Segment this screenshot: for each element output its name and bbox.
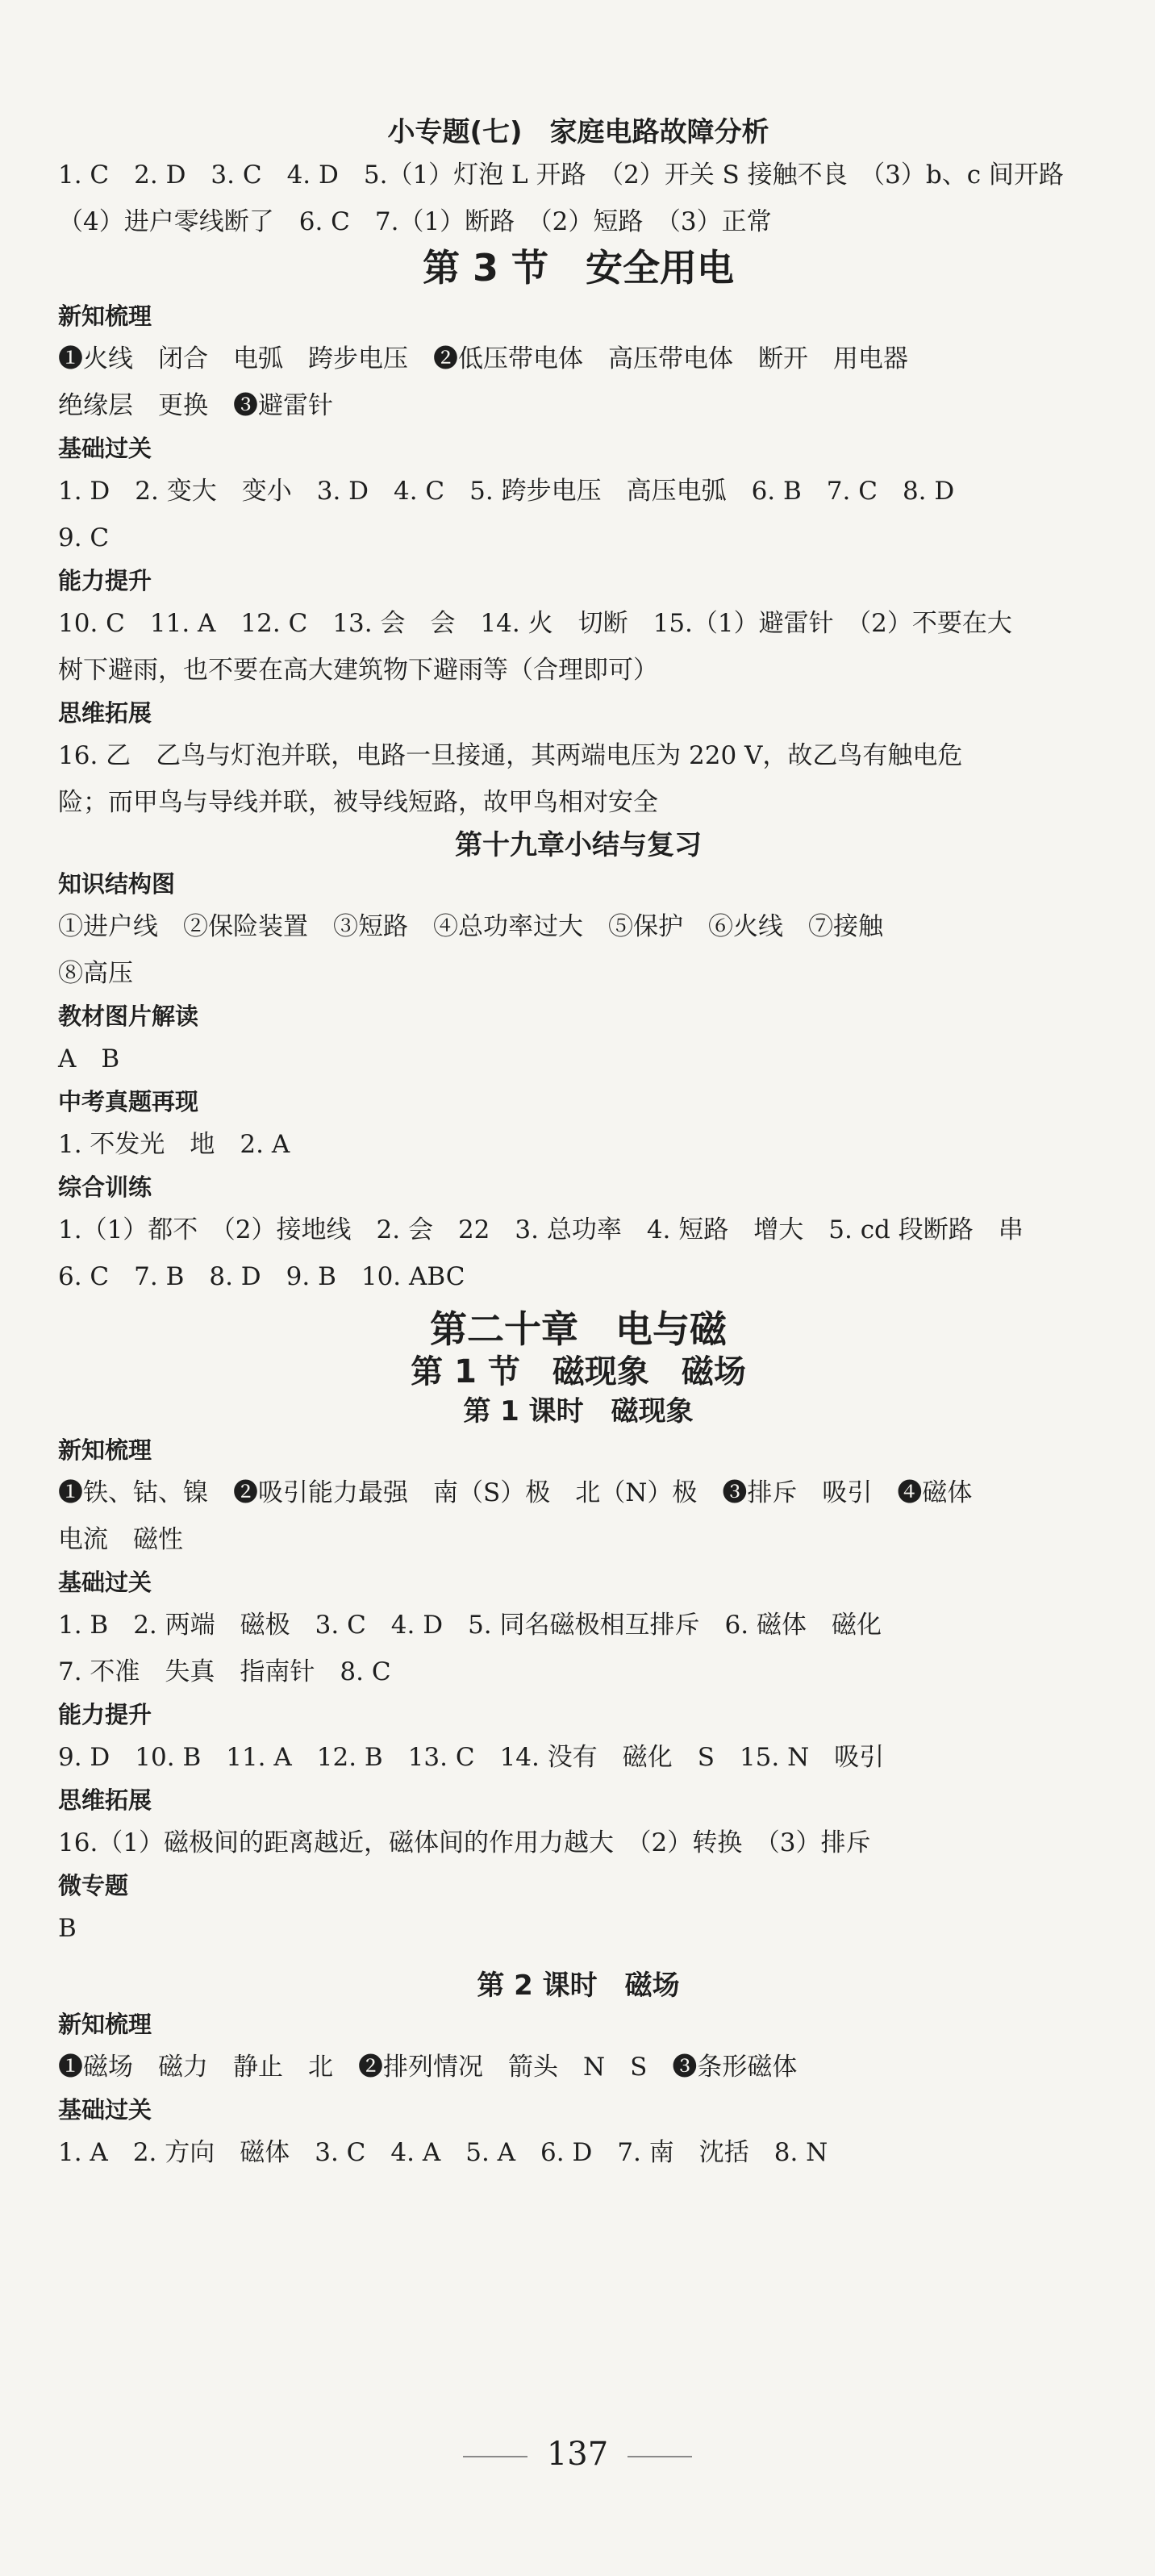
block-heading: 微专题 [58,1872,129,1899]
answer-line: （4）进户零线断了 6. C 7.（1）断路 （2）短路 （3）正常 [58,207,772,236]
answer-line: 1. 不发光 地 2. A [58,1130,290,1159]
block-heading: 教材图片解读 [58,1002,199,1030]
page-number-rule-right [628,2456,692,2457]
answer-line: 9. C [58,523,110,552]
block-heading: 新知梳理 [58,302,152,330]
answer-line: ❶火线 闭合 电弧 跨步电压 ❷低压带电体 高压带电体 断开 用电器 [58,344,908,373]
answer-line: 16.（1）磁极间的距离越近，磁体间的作用力越大 （2）转换 （3）排斥 [58,1828,871,1857]
safety-section [58,245,1099,826]
block-heading: 中考真题再现 [58,1088,199,1115]
answer-line: 1. B 2. 两端 磁极 3. C 4. D 5. 同名磁极相互排斥 6. 磁体 磁化 [58,1611,882,1640]
answer-line: ①进户线 ②保险装置 ③短路 ④总功率过大 ⑤保护 ⑥火线 ⑦接触 [58,912,883,941]
block-heading: 新知梳理 [58,2011,152,2038]
section-title: 小专题(七) 家庭电路故障分析 [387,116,769,148]
answer-page [58,113,1099,2176]
answer-line: 险；而甲鸟与导线并联，被导线短路，故甲鸟相对安全 [58,788,658,817]
page-number [0,2434,1155,2474]
section-title: 第 3 节 安全用电 [422,246,735,290]
block-heading: 新知梳理 [58,1436,152,1464]
answer-line: 16. 乙 乙鸟与灯泡并联，电路一旦接通，其两端电压为 220 V，故乙鸟有触电危 [58,741,963,770]
answer-line: 1. D 2. 变大 变小 3. D 4. C 5. 跨步电压 高压电弧 6. B 7. C 8. D [58,477,955,506]
answer-line: 10. C 11. A 12. C 13. 会 会 14. 火 切断 15.（1）避雷针 （2）不要在大 [58,609,1012,638]
chapter20-section [58,1300,1099,2176]
block-heading: 能力提升 [58,567,152,594]
answer-line: 1. C 2. D 3. C 4. D 5.（1）灯泡 L 开路 （2）开关 S 接触不良 （3）b、c 间开路 [58,160,1064,190]
section-title: 第十九章小结与复习 [455,829,702,861]
answer-line: 6. C 7. B 8. D 9. B 10. ABC [58,1262,465,1291]
block-heading: 基础过关 [58,435,152,462]
lesson-title: 第 1 课时 磁现象 [463,1395,694,1428]
lesson-title: 第 2 课时 磁场 [477,1970,680,2002]
block-heading: 思维拓展 [58,1786,152,1814]
answer-line: 9. D 10. B 11. A 12. B 13. C 14. 没有 磁化 S 15. N 吸引 [58,1743,885,1772]
answer-line: 绝缘层 更换 ❸避雷针 [58,391,333,420]
block-heading: 基础过关 [58,1569,152,1596]
page-number-text: 137 [546,2436,609,2473]
answer-line: ⑧高压 [58,959,133,988]
answer-line: 1.（1）都不 （2）接地线 2. 会 22 3. 总功率 4. 短路 增大 5. cd 段断路 串 [58,1215,1024,1244]
answer-line: 7. 不准 失真 指南针 8. C [58,1657,391,1686]
block-heading: 能力提升 [58,1701,152,1728]
block-heading: 知识结构图 [58,870,176,898]
block-heading: 基础过关 [58,2096,152,2124]
section-title: 第 1 节 磁现象 磁场 [411,1353,746,1390]
answer-line: 1. A 2. 方向 磁体 3. C 4. A 5. A 6. D 7. 南 沈括 8. N [58,2138,828,2167]
page-number-rule-left [463,2456,527,2457]
answer-line: ❶磁场 磁力 静止 北 ❷排列情况 箭头 N S ❸条形磁体 [58,2053,798,2082]
chapter19-review-section [58,826,1099,1300]
answer-line: A B [58,1044,120,1073]
answer-line: B [58,1914,77,1943]
topic-seven-section [58,113,1099,245]
block-heading: 综合训练 [58,1173,152,1201]
answer-line: ❶铁、钴、镍 ❷吸引能力最强 南（S）极 北（N）极 ❸排斥 吸引 ❹磁体 [58,1478,973,1507]
block-heading: 思维拓展 [58,699,152,727]
chapter-title: 第二十章 电与磁 [430,1307,727,1351]
answer-line: 电流 磁性 [58,1525,183,1554]
answer-line: 树下避雨，也不要在高大建筑物下避雨等（合理即可） [58,656,658,685]
